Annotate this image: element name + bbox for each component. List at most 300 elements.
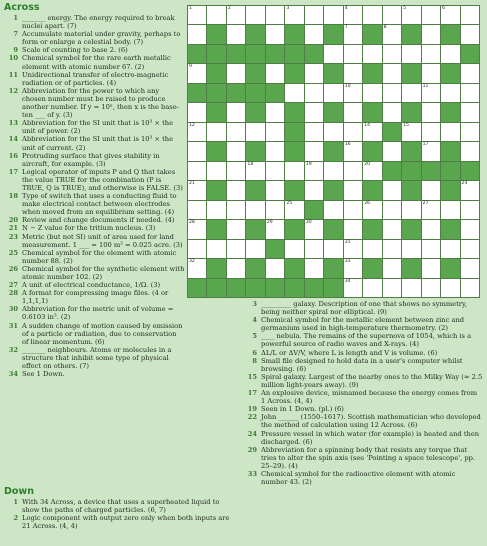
grid-cell[interactable] [227,162,245,180]
grid-cell[interactable] [422,240,440,258]
grid-cell[interactable] [441,123,459,141]
grid-cell[interactable] [344,45,362,63]
grid-cell[interactable] [402,45,420,63]
clue-item [4,265,185,281]
clue-text: Logic component with output zero only when both inputs are 21 Across. (4, 4) [22,514,230,531]
grid-cell[interactable] [207,240,225,258]
grid-cell[interactable] [383,6,401,24]
grid-cell[interactable] [246,240,264,258]
grid-cell[interactable] [227,240,245,258]
grid-block [441,220,459,238]
grid-cell[interactable] [422,259,440,277]
grid-cell[interactable] [344,123,362,141]
grid-cell[interactable] [266,220,284,238]
grid-cell[interactable] [383,64,401,82]
grid-block [207,25,225,43]
clue-item [4,514,234,530]
grid-block [441,181,459,199]
grid-cell[interactable] [227,181,245,199]
grid-cell[interactable] [246,201,264,219]
cell-number: 19 [305,161,312,167]
grid-block [441,142,459,160]
grid-cell[interactable] [383,279,401,297]
grid-cell[interactable] [285,84,303,102]
cell-number: 5 [403,6,407,11]
clue-number: 15 [247,372,257,381]
grid-cell[interactable] [402,84,420,102]
grid-cell[interactable] [227,201,245,219]
grid-cell[interactable] [344,84,362,102]
grid-block [324,64,342,82]
grid-cell[interactable] [461,181,479,199]
grid-cell[interactable] [324,162,342,180]
grid-cell[interactable] [461,220,479,238]
clue-text: Metric (but not SI) unit of area used for land measurement. 1 ___ = 100 m² = 0.025 acre. (3) [22,232,183,249]
grid-cell[interactable] [363,240,381,258]
grid-cell[interactable] [207,201,225,219]
clue-number: 20 [8,216,18,225]
clue-number: 2 [13,514,18,523]
grid-block [383,123,401,141]
grid-cell[interactable] [227,25,245,43]
grid-cell[interactable] [207,6,225,24]
grid-block [324,279,342,297]
grid-cell[interactable] [344,259,362,277]
grid-cell[interactable] [402,123,420,141]
grid-cell[interactable] [305,220,323,238]
grid-cell[interactable] [266,162,284,180]
clue-text: Spiral galaxy. Largest of the nearby ones to the Milky Way (≈ 2.5 million light-years away). (9) [261,372,483,389]
grid-cell[interactable] [188,181,206,199]
clue-item [4,14,185,30]
grid-cell[interactable] [402,240,420,258]
grid-block [266,240,284,258]
grid-block [227,84,245,102]
grid-block [422,162,440,180]
cell-number: 14 [364,122,371,128]
grid-block [285,123,303,141]
grid-cell[interactable] [441,84,459,102]
clue-item [243,470,483,486]
grid-cell[interactable] [422,181,440,199]
grid-cell[interactable] [344,201,362,219]
cell-number: 24 [461,181,468,187]
grid-block [324,259,342,277]
cell-number: 8 [383,25,387,31]
clue-item [4,370,185,378]
grid-cell[interactable] [402,201,420,219]
grid-cell[interactable] [188,6,206,24]
grid-cell[interactable] [363,123,381,141]
grid-cell[interactable] [422,201,440,219]
grid-block [246,142,264,160]
grid-cell[interactable] [461,25,479,43]
grid-cell[interactable] [422,25,440,43]
grid-cell[interactable] [344,6,362,24]
grid-block [402,142,420,160]
clue-text: Logical operator of inputs P and Q that takes the value TRUE for the combination (P is TRUE, Q is TRUE), and otherwise is FALSE. (3) [22,167,183,192]
across-clues-list [4,14,185,378]
grid-cell[interactable] [227,123,245,141]
grid-cell[interactable] [266,259,284,277]
clue-text: N − Z value for the tritium nucleus. (3) [22,224,156,233]
grid-cell[interactable] [324,123,342,141]
crossword-grid [187,5,480,298]
grid-block [246,25,264,43]
grid-cell[interactable] [324,240,342,258]
cell-number: 25 [286,200,293,206]
grid-cell[interactable] [305,142,323,160]
grid-block [402,181,420,199]
clue-text: See 1 Down. [22,370,65,379]
clue-item [4,249,185,265]
grid-block [207,181,225,199]
grid-cell[interactable] [344,64,362,82]
clue-item [243,332,483,348]
grid-cell[interactable] [441,6,459,24]
grid-cell[interactable] [422,45,440,63]
grid-cell[interactable] [363,45,381,63]
cell-number: 4 [344,6,348,11]
grid-cell[interactable] [188,240,206,258]
grid-cell[interactable] [305,259,323,277]
grid-cell[interactable] [305,103,323,121]
grid-cell[interactable] [188,25,206,43]
grid-cell[interactable] [383,259,401,277]
clue-number: 1 [13,14,18,22]
grid-cell[interactable] [461,6,479,24]
grid-cell[interactable] [344,25,362,43]
clue-text: Review and change documents if needed. (4) [22,216,175,225]
clue-number: 21 [8,224,18,233]
grid-block [285,220,303,238]
grid-block [461,162,479,180]
clue-item [4,289,185,305]
grid-cell[interactable] [285,201,303,219]
clue-item [243,357,483,373]
grid-block [246,259,264,277]
clue-number: 31 [8,321,18,330]
grid-cell[interactable] [461,84,479,102]
grid-cell[interactable] [305,162,323,180]
clue-text: Chemical symbol for the metallic element between zinc and germanium used in high-temperature thermometry. (2) [261,316,465,333]
cell-number: 17 [422,142,429,148]
grid-cell[interactable] [422,64,440,82]
cell-number: 31 [344,239,351,245]
grid-block [285,279,303,297]
grid-cell[interactable] [324,201,342,219]
clue-item [243,300,483,316]
clue-number: 29 [247,445,257,454]
clue-item [4,54,185,70]
grid-cell[interactable] [344,162,362,180]
grid-block [188,45,206,63]
clue-item [243,446,483,470]
grid-cell[interactable] [266,142,284,160]
grid-block [402,25,420,43]
grid-block [227,279,245,297]
grid-block [363,142,381,160]
clue-text: ΔL/L or ΔV/V, where L is length and V is volume. (6) [261,348,438,357]
clue-number: 24 [247,429,257,438]
down-heading: Down [4,486,34,497]
cell-number: 2 [227,6,231,11]
grid-cell[interactable] [383,84,401,102]
grid-cell[interactable] [305,25,323,43]
grid-block [188,84,206,102]
clue-item [4,135,185,151]
cell-number: 32 [189,259,195,265]
grid-cell[interactable] [461,240,479,258]
grid-cell[interactable] [461,259,479,277]
down-clues-list-right [243,300,483,486]
clue-text: Abbreviation for the SI unit that is 10³ × the unit of power. (2) [22,119,174,136]
grid-cell[interactable] [227,103,245,121]
grid-cell[interactable] [188,123,206,141]
clue-text: Chemical symbol for the rare earth metallic element with atomic number 67. (2) [22,54,171,71]
clue-number: 10 [8,54,18,63]
grid-block [402,64,420,82]
clue-number: 16 [8,151,18,160]
grid-block [285,103,303,121]
grid-block [441,259,459,277]
grid-cell[interactable] [285,6,303,24]
clue-text: A sudden change of motion caused by emission of a particle or radiation, due to conservation of linear momentum. (6) [22,321,183,346]
grid-block [402,220,420,238]
grid-cell[interactable] [461,103,479,121]
grid-cell[interactable] [305,6,323,24]
grid-cell[interactable] [188,201,206,219]
clue-item [4,346,185,370]
grid-block [363,259,381,277]
clue-text: Chemical symbol for the element with atomic number 88. (2) [22,248,177,265]
grid-cell[interactable] [266,64,284,82]
clue-number: 11 [8,70,18,79]
grid-cell[interactable] [383,142,401,160]
grid-cell[interactable] [422,142,440,160]
clue-number: 13 [8,119,18,128]
clue-item [4,305,185,321]
grid-cell[interactable] [246,123,264,141]
clue-item [243,405,483,413]
cell-number: 10 [344,83,351,89]
grid-cell[interactable] [461,279,479,297]
grid-cell[interactable] [188,162,206,180]
cell-number: 34 [344,278,351,284]
grid-cell[interactable] [383,25,401,43]
grid-cell[interactable] [266,25,284,43]
grid-cell[interactable] [246,162,264,180]
clue-text: Abbreviation for a spinning body that resists any torque that tries to alter the spin axis (see 'Pointing a space telescope', pp. 25–29). (4) [261,445,476,470]
grid-cell[interactable] [188,220,206,238]
clue-item [243,373,483,389]
clue-item [4,216,185,224]
grid-cell[interactable] [188,142,206,160]
grid-cell[interactable] [441,240,459,258]
grid-cell[interactable] [422,6,440,24]
grid-cell[interactable] [363,6,381,24]
grid-block [246,84,264,102]
clue-item [4,322,185,346]
cell-number: 29 [266,220,273,226]
grid-cell[interactable] [285,162,303,180]
grid-cell[interactable] [207,123,225,141]
grid-block [285,181,303,199]
grid-block [207,45,225,63]
grid-block [402,259,420,277]
cell-number: 33 [344,259,351,265]
grid-block [207,103,225,121]
cell-number: 3 [286,6,290,11]
grid-cell[interactable] [266,181,284,199]
grid-cell[interactable] [422,103,440,121]
grid-block [207,142,225,160]
grid-cell[interactable] [402,6,420,24]
grid-cell[interactable] [383,45,401,63]
grid-block [305,45,323,63]
grid-cell[interactable] [422,84,440,102]
grid-block [363,220,381,238]
grid-cell[interactable] [363,162,381,180]
grid-cell[interactable] [188,259,206,277]
grid-cell[interactable] [344,220,362,238]
clue-item [4,152,185,168]
grid-block [441,103,459,121]
grid-cell[interactable] [344,142,362,160]
grid-cell[interactable] [285,240,303,258]
clue-item [4,71,185,87]
grid-cell[interactable] [344,279,362,297]
grid-cell[interactable] [266,6,284,24]
grid-block [207,279,225,297]
grid-cell[interactable] [324,84,342,102]
clue-number: 30 [8,305,18,314]
grid-cell[interactable] [344,103,362,121]
grid-cell[interactable] [461,201,479,219]
grid-block [246,103,264,121]
clue-number: 32 [8,345,18,354]
grid-block [441,25,459,43]
clue-number: 28 [8,289,18,298]
clue-item [4,30,185,46]
clue-number: 25 [8,248,18,257]
clue-item [243,389,483,405]
grid-cell[interactable] [207,162,225,180]
grid-cell[interactable] [383,240,401,258]
grid-cell[interactable] [402,279,420,297]
clue-item [243,413,483,429]
clue-text: Chemical symbol for the radioactive element with atomic number 43. (2) [261,469,456,487]
clue-text: Accumulate material under gravity, perhaps to form or enlarge a celestial body. (7) [22,30,181,47]
grid-block [441,64,459,82]
clue-number: 23 [8,232,18,241]
grid-cell[interactable] [461,142,479,160]
clue-item [4,233,185,249]
clue-number: 4 [252,316,257,325]
grid-cell[interactable] [305,240,323,258]
grid-block [441,162,459,180]
grid-block [246,64,264,82]
grid-cell[interactable] [266,201,284,219]
grid-block [324,181,342,199]
grid-cell[interactable] [305,64,323,82]
grid-cell[interactable] [383,220,401,238]
grid-cell[interactable] [461,64,479,82]
grid-cell[interactable] [227,6,245,24]
grid-cell[interactable] [441,45,459,63]
grid-cell[interactable] [422,123,440,141]
grid-cell[interactable] [363,279,381,297]
grid-cell[interactable] [344,181,362,199]
grid-cell[interactable] [227,259,245,277]
grid-block [305,279,323,297]
grid-cell[interactable] [441,201,459,219]
grid-cell[interactable] [188,103,206,121]
grid-block [207,84,225,102]
cell-number: 6 [442,6,445,11]
clue-number: 8 [252,356,257,365]
grid-cell[interactable] [363,84,381,102]
grid-block [305,201,323,219]
clue-text: Abbreviation for the metric unit of volume = 0.6103 in³. (2) [22,305,174,322]
grid-cell[interactable] [305,84,323,102]
grid-cell[interactable] [383,103,401,121]
clue-number: 1 [13,498,18,506]
grid-block [363,103,381,121]
cell-number: 18 [247,161,254,167]
clue-text: A unit of electrical conductance, 1/Ω. (3) [22,281,161,290]
grid-cell[interactable] [227,142,245,160]
grid-cell[interactable] [266,103,284,121]
grid-block [207,220,225,238]
down-clues-list-left [4,498,234,530]
clue-text: With 34 Across, a device that uses a superheated liquid to show the paths of charged particles. (6, 7) [22,498,220,515]
clue-number: 17 [247,389,257,398]
grid-cell[interactable] [305,181,323,199]
grid-cell[interactable] [324,6,342,24]
grid-cell[interactable] [461,123,479,141]
grid-block [402,103,420,121]
clue-number: 34 [8,370,18,379]
grid-cell[interactable] [383,201,401,219]
clue-number: 26 [8,264,18,273]
grid-cell[interactable] [266,123,284,141]
grid-cell[interactable] [363,201,381,219]
grid-block [461,45,479,63]
grid-cell[interactable] [324,45,342,63]
grid-cell[interactable] [188,64,206,82]
grid-block [324,25,342,43]
cell-number: 15 [403,122,409,128]
grid-cell[interactable] [383,181,401,199]
grid-cell[interactable] [246,6,264,24]
grid-cell[interactable] [305,123,323,141]
grid-cell[interactable] [441,279,459,297]
clue-text: Small file designed to hold data in a user's computer whilst browsing. (6) [261,356,463,373]
clue-number: 7 [13,30,18,39]
clue-number: 22 [247,413,257,422]
grid-cell[interactable] [422,220,440,238]
grid-block [324,142,342,160]
clue-text: _______ energy. The energy required to break nuclei apart. (7) [22,14,175,31]
grid-block [246,45,264,63]
clue-number: 33 [247,469,257,478]
clue-number: 12 [8,86,18,95]
grid-cell[interactable] [227,220,245,238]
grid-cell[interactable] [227,64,245,82]
grid-cell[interactable] [422,279,440,297]
grid-cell[interactable] [344,240,362,258]
